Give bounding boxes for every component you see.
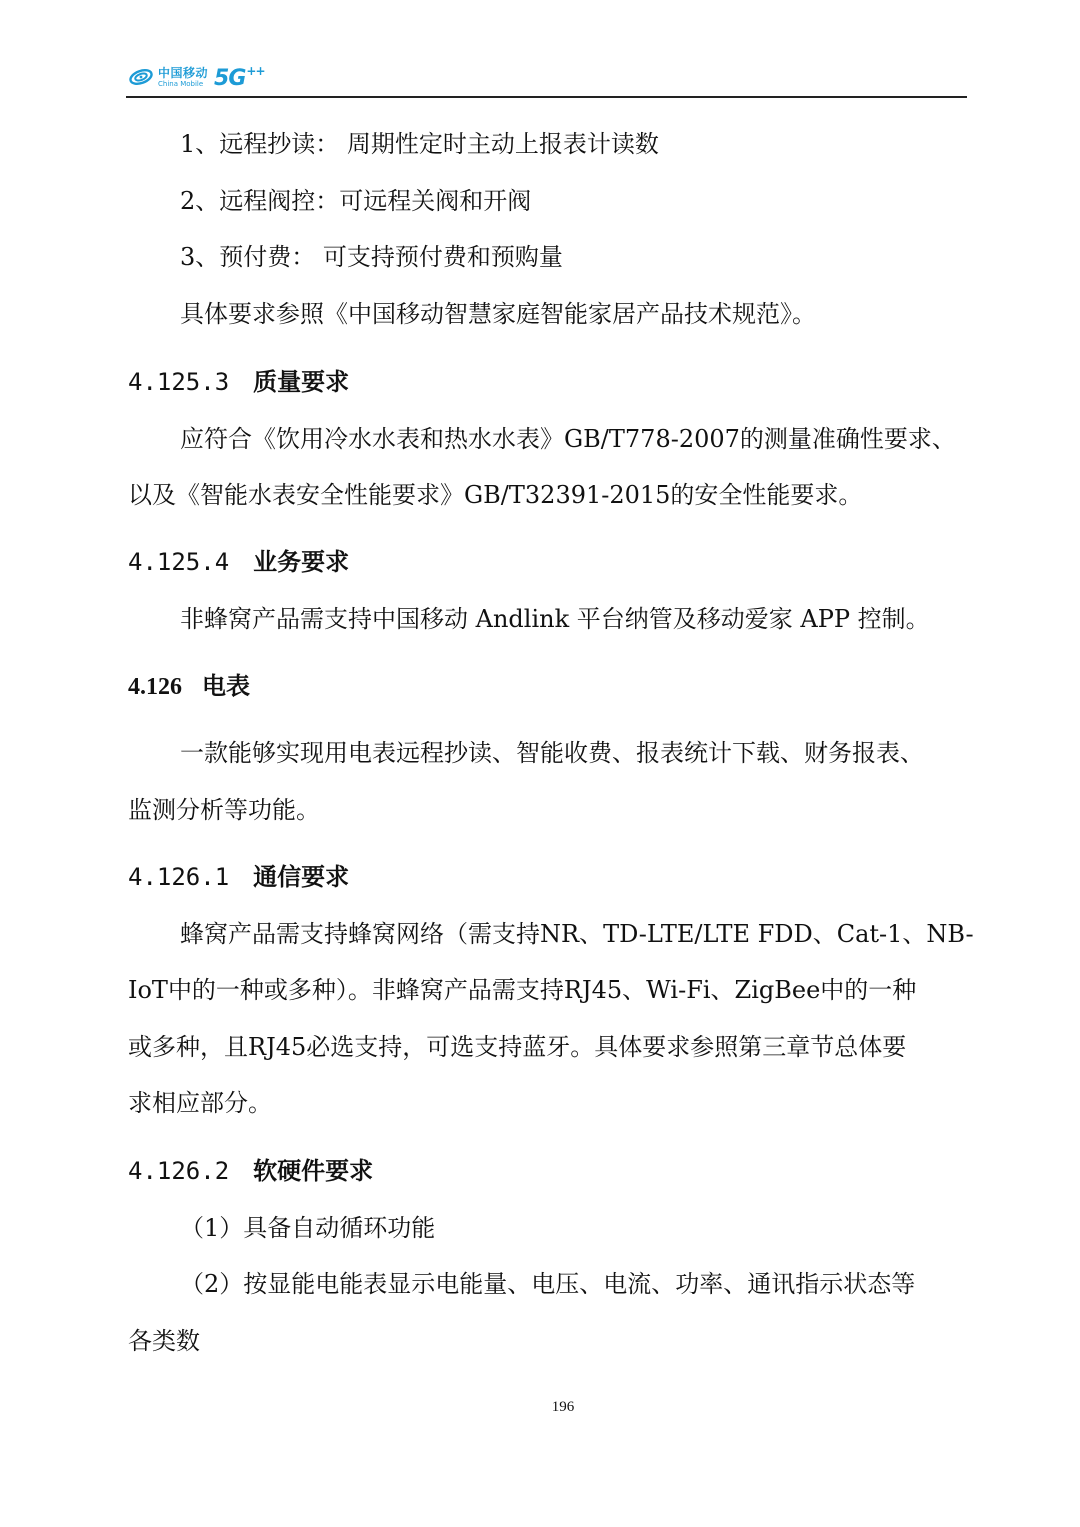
comm-paragraph-line-3: 或多种，且RJ45必选支持，可选支持蓝牙。具体要求参照第三章节总体要 bbox=[128, 1033, 907, 1061]
section-title: 业务要求 bbox=[253, 547, 350, 576]
quality-paragraph-line-1: 应符合《饮用冷水水表和热水水表》GB/T778-2007的测量准确性要求、 bbox=[180, 425, 956, 453]
comm-paragraph-line-1: 蜂窝产品需支持蜂窝网络（需支持NR、TD-LTE/LTE FDD、Cat-1、NB- bbox=[180, 920, 974, 948]
reference-paragraph: 具体要求参照《中国移动智慧家庭智能家居产品技术规范》。 bbox=[180, 300, 816, 328]
hw-item-2-line-2: 各类数 bbox=[128, 1327, 200, 1355]
section-heading-4-126-2 bbox=[128, 1155, 373, 1187]
section-heading-4-126-1 bbox=[128, 861, 349, 893]
section-number: 4.126.2 bbox=[128, 1157, 230, 1185]
list-item-remote-valve: 2、远程阀控：可远程关阀和开阀 bbox=[180, 187, 532, 215]
section-number: 4.125.4 bbox=[128, 548, 230, 576]
section-number: 4.126.1 bbox=[128, 863, 230, 891]
comm-paragraph-line-2: IoT中的一种或多种）。非蜂窝产品需支持RJ45、Wi-Fi、ZigBee中的一种 bbox=[128, 976, 917, 1004]
section-title: 电表 bbox=[202, 671, 250, 700]
logo-plus: ++ bbox=[246, 63, 265, 78]
comm-paragraph-line-4: 求相应部分。 bbox=[128, 1089, 272, 1117]
meter-intro-line-1: 一款能够实现用电表远程抄读、智能收费、报表统计下载、财务报表、 bbox=[180, 739, 924, 767]
section-heading-4-125-4 bbox=[128, 546, 349, 578]
section-title: 质量要求 bbox=[253, 367, 350, 396]
section-heading-4-125-3 bbox=[128, 366, 349, 398]
quality-paragraph-line-2: 以及《智能水表安全性能要求》GB/T32391-2015的安全性能要求。 bbox=[128, 481, 863, 509]
section-heading-4-126 bbox=[128, 670, 250, 703]
logo-cn: 中国移动 bbox=[158, 65, 209, 80]
logo-en: China Mobile bbox=[158, 79, 204, 88]
page-header bbox=[126, 58, 967, 98]
list-item-remote-reading: 1、远程抄读： 周期性定时主动上报表计读数 bbox=[180, 130, 659, 158]
page-number: 196 bbox=[551, 1399, 575, 1415]
hw-item-1: （1）具备自动循环功能 bbox=[180, 1214, 436, 1242]
logo-5g: 5G++ bbox=[214, 63, 265, 91]
section-number: 4.126 bbox=[128, 674, 182, 700]
section-title: 软硬件要求 bbox=[253, 1156, 374, 1185]
logo-text bbox=[158, 67, 208, 88]
section-number: 4.125.3 bbox=[128, 368, 230, 396]
china-mobile-logo bbox=[128, 62, 265, 92]
china-mobile-swirl-icon bbox=[128, 64, 154, 90]
meter-intro-line-2: 监测分析等功能。 bbox=[128, 796, 320, 824]
section-title: 通信要求 bbox=[253, 862, 350, 891]
hw-item-2-line-1: （2）按显能电能表显示电能量、电压、电流、功率、通讯指示状态等 bbox=[180, 1270, 916, 1298]
list-item-prepay: 3、预付费： 可支持预付费和预购量 bbox=[180, 243, 563, 271]
business-paragraph: 非蜂窝产品需支持中国移动 Andlink 平台纳管及移动爱家 APP 控制。 bbox=[180, 605, 930, 633]
